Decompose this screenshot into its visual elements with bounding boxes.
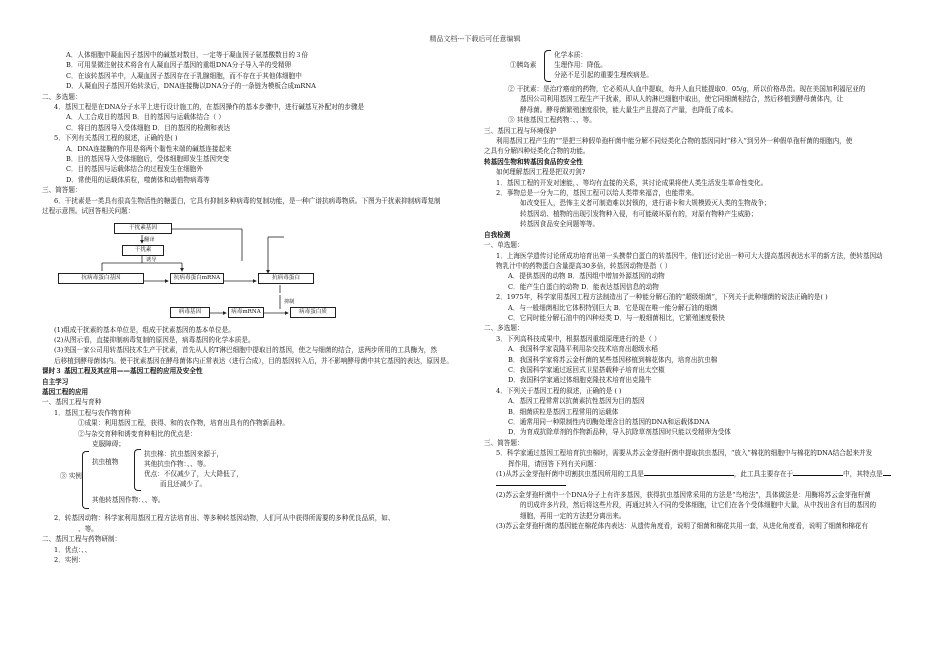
app2-line-3: 1．优点：、、 <box>54 545 92 554</box>
insulin-line-1: 化学本质： <box>554 51 587 59</box>
check-line-15: A．基因工程常常以抗菌素抗性基因为目的基因 <box>508 397 645 406</box>
left-line-5: 4．基因工程是在DNA分子水平上进行设计施工的，在基因操作的基本步骤中，进行碱基互补配对的步骤是 <box>54 103 365 112</box>
section-title: 课时３ 基因工程及其应用——基因工程的应用及安全性 <box>42 367 203 376</box>
check-line-3: A．提供基因的动物 B．基因组中增加外源基因的动物 <box>508 272 665 281</box>
left-line-7: C．将目的基因导入受体细胞 D．目的基因的检测和表达 <box>66 123 231 132</box>
right-line-4: 三、基因工程与环境保护 <box>484 126 557 135</box>
safety-line-3: 如改变狂人，恐怖主义者可制造难以封锁的，进行诺卡和大规模毁灭人类的生物战争； <box>520 199 771 208</box>
insulin-line-3: 分泌不足引起的重要生理疾病是。 <box>554 71 653 79</box>
examples-brace-block <box>42 449 474 513</box>
right-line-5: 利用基因工程产生的“”是把三种假单孢杆菌中能分解不同烃类化合物的基因同时“移入”到另外一种假单孢杆菌的细胞内，使 <box>496 137 853 146</box>
other-gm-crops: 其他转基因作物：、、等。 <box>92 496 165 505</box>
insulin-line-2: 生理作用：降低。 <box>554 61 607 69</box>
check-line-21: 挥作用，请回答下列有关问题： <box>508 459 601 468</box>
safety-line-0: 如何理解基因工程是把双刃剑? <box>496 168 586 177</box>
insulin-brace-block <box>484 50 910 84</box>
q5-line-3: (3)苏云金芽孢杆菌的基因能在棉花体内表达：从遗传角度看，说明了细菌和棉花共用一套，从进化角度看，说明了细菌和棉花有 <box>496 522 868 531</box>
insulin-label: ①胰岛素 <box>510 61 537 69</box>
right-line-2: 酵母菌。酵母菌繁殖速度很快，能大量生产且提高了产量，也降低了成本。 <box>520 105 738 114</box>
safety-line-5: 转基因食品安全问题等等。 <box>520 220 600 229</box>
check-line-5: 2．1975年，科学家用基因工程方法制造出了一种能分解石油的“超级细菌”，下列关于此种细菌的说法正确的是( ) <box>496 293 828 302</box>
check-line-11: B．我国科学家将苏云金杆菌的某些基因移植到棉花体内，培育出抗虫棉 <box>508 355 718 364</box>
app-line-3: ②与杂交育种和诱变育种相比的优点是： <box>78 429 197 438</box>
left-line-2: C．在该转基因羊中，人凝血因子基因存在于乳腺细胞，而不存在于其他体细胞中 <box>66 71 302 80</box>
app2-line-1: 、等。 <box>78 524 98 533</box>
check-line-6: A．与一般细菌相比它体积特别巨大 B．它是现在唯一能分解石油的细菌 <box>508 303 718 312</box>
box-antiviral-protein-gene: 抗病毒蛋白基因 <box>58 273 144 284</box>
app2-line-4: 2．实例： <box>54 556 85 564</box>
brace-inner <box>134 449 141 491</box>
app-line-1: 1．基因工程与农作物育种 <box>54 408 131 417</box>
example-line-2: 其他抗虫作物：、、等。 <box>144 460 210 469</box>
left-column <box>42 50 474 565</box>
safety-title: 转基因生物和转基因食品的安全性 <box>484 157 583 166</box>
box-antiviral-mrna: 抗病毒蛋白mRNA <box>170 273 224 284</box>
answer-blank-3[interactable] <box>883 469 891 476</box>
left-answer-line-3: 后移植到酵母菌体内。使干扰素基因在酵母菌体内正常表达（进行合成），目的基因转入后，并不影响酵母菌中其它基因的表达，原因是。 <box>54 356 453 365</box>
left-line-11: C．目的基因与运载体结合的过程发生在细胞外 <box>66 165 203 174</box>
app-line-4: 克服障碍； <box>92 439 125 448</box>
answer-blank-4[interactable] <box>496 479 566 486</box>
left-line-8: 5．下列有关基因工程的叙述，正确的是( ) <box>54 134 178 143</box>
label-translation: 翻译 <box>144 236 155 243</box>
left-line-12: D．常使用的运载体质粒，噬菌体和动植物病毒等 <box>66 175 210 184</box>
q5-part1 <box>484 469 910 479</box>
label-inhibit: 抑制 <box>284 298 295 305</box>
q5-part1-text-a: (1)从苏云金芽孢杆菌中切割抗虫基因所用的工具是 <box>496 470 644 479</box>
self-study-title: 自主学习 <box>42 377 69 386</box>
insulin-brace <box>544 50 551 82</box>
box-virus-protein: 病毒蛋白质 <box>290 307 336 318</box>
app2-line-2: 二、基因工程与药物研制： <box>42 535 122 544</box>
q5-part1-text-b: ，此工具主要存在于 <box>733 470 794 479</box>
examples-label: ③ 实例 <box>60 472 82 481</box>
left-line-3: D．人凝血因子基因开始转录后，DNA连接酶以DNA分子的一条链为模板合成mRNA <box>66 82 316 91</box>
check-line-10: A．我国科学家袁隆平利用杂交技术培育出超级水稻 <box>508 345 658 354</box>
check-line-12: C．我国科学家通过返回式卫星搭载种子培育出太空椒 <box>508 365 665 374</box>
box-antiviral-protein: 抗病毒蛋白 <box>258 273 314 284</box>
left-line-9: A．DNA连接酶的作用是将两个黏性末端的碱基连接起来 <box>66 144 232 153</box>
check-line-19: 三、简答题： <box>484 438 524 447</box>
app2-line-0: 2．转基因动物：科学家利用基因工程方法培育出、等多种转基因动物，人们可从中获得所需要的多种优良品质，如、 <box>54 514 395 523</box>
left-line-1: B．可用显微注射技术将含有人凝血因子基因的重组DNA分子导入羊的受精卵 <box>66 61 292 70</box>
example-line-1: 抗虫棉：抗虫基因来源于， <box>144 450 224 459</box>
left-line-6: A．人工合成目的基因 B．目的基因与运载体结合（ ） <box>66 113 225 122</box>
safety-line-1: 1．基因工程的开发对速能，、等均有直接的关系，其讨论成果将使人类生活发生革命性变化。 <box>496 178 768 187</box>
check-line-2: 物乳汁中的药物蛋白含量提高30多倍，转基因动物是指（ ） <box>496 261 672 270</box>
safety-line-2: 2．事物总是一分为二的，基因工程可以给人类带来福音，也能带来。 <box>496 189 699 198</box>
left-line-0: A．人体细胞中凝血因子基因中的碱基对数目，一定等于凝血因子氨基酸数目的３倍 <box>66 51 309 59</box>
left-line-14: 6．干扰素是一类具有很高生物活性的糖蛋白，它具有抑制多种病毒的复制功能，是一种广谱抗病毒物质。下图为干扰素抑制病毒复制 <box>54 196 441 205</box>
application-title: 基因工程的应用 <box>42 387 89 396</box>
box-virus-mrna: 病毒mRNA <box>228 307 264 318</box>
left-answer-line-1: (2)从图示看，直接抑制病毒复制的原因是，病毒基因的化学本质是。 <box>54 335 255 344</box>
check-line-14: 4．下列关于基因工程的叙述，正确的是 ( ) <box>496 386 622 395</box>
right-line-3: ③ 其他基因工程药物：、、等。 <box>508 116 596 125</box>
box-interferon-gene: 干扰素基因 <box>114 223 172 234</box>
answer-blank-2[interactable] <box>793 469 843 476</box>
check-line-9: 3．下列高科技成果中，根据基因重组原理进行的是（ ） <box>496 334 661 343</box>
insect-resistant-plants: 抗虫植物 <box>92 458 119 467</box>
left-answer-line-2: (3)美国一家公司用转基因技术生产干扰素，首先从人的T淋巴细胞中提取目的基因，使之与细菌的结合，送两步所用的工具酶为，然 <box>54 346 437 355</box>
check-line-20: 5．科学家通过基因工程培育抗虫棉时，需要从苏云金芽孢杆菌中提取抗虫基因，“放入”棉花的细胞中与棉花的DNA结合起来并发 <box>496 449 873 458</box>
q5-part1-text-c: 中，其特点是 <box>843 470 883 479</box>
q5-line-1: 的切成许多片段，然后将这些片段，再通过转入不同的受体细胞，让它们在各个受体细胞中大量，从中找出含有目的基因的 <box>520 501 877 510</box>
left-line-15: 过程示意图。试回答相关问题： <box>42 207 135 216</box>
check-line-4: C．能产生白蛋白的动物 D．能表达基因信息的动物 <box>508 282 659 291</box>
check-line-17: C．通常用同一种限制性内切酶处理含目的基因的DNA和运载体DNA <box>508 418 710 426</box>
app-line-0: 一、基因工程与育种 <box>42 398 102 407</box>
interferon-diagram <box>42 219 474 323</box>
left-answer-line-0: (1)组成干扰素的基本单位是，组成干扰素基因的基本单位是。 <box>54 325 235 334</box>
box-virus-gene: 病毒基因 <box>170 307 210 318</box>
left-line-4: 二、多选题： <box>42 92 82 101</box>
check-line-7: C．它同时能分解石油中的四种烃类 D．与一般细菌相比，它繁殖速度极快 <box>508 313 725 322</box>
check-line-18: D．为育成抗除草剂的作物新品种，导入抗除草剂基因时只能以受精卵为受体 <box>508 428 731 437</box>
right-column <box>484 50 910 531</box>
right-line-1: 基因公司利用基因工程生产干扰素，即从人的淋巴细胞中取出，使它同细菌相结合，然后移植到酵母菌体内，让 <box>520 95 844 104</box>
answer-blank-1[interactable] <box>644 469 734 476</box>
left-line-10: B．目的基因导入受体细胞后，受体细胞即发生基因突变 <box>66 155 230 164</box>
page-header: 精品文档---下载后可任意编辑 <box>429 35 521 43</box>
check-line-13: D．我国科学家通过体细胞克隆技术培育出克隆牛 <box>508 376 652 385</box>
q5-line-0: (2)苏云金芽孢杆菌中一个DNA分子上有许多基因，获得抗虫基因常采用的方法是“鸟枪法”，具体做法是：用酶将苏云金芽孢杆菌 <box>496 490 871 499</box>
q5-part1-cont <box>484 479 910 489</box>
check-line-16: B．细菌质粒是基因工程常用的运载体 <box>508 407 619 416</box>
right-line-0: ② 干扰素：是治疗癌症的药物，它必须从人血中提取，每升人血只能提取0．05/g，所以价格昂贵。现在美国加利福尼亚的 <box>508 85 866 93</box>
self-check-title: 自我检测 <box>484 230 511 239</box>
check-line-1: 1．上海医学遗传讨论所成功培育出第一头携带白蛋白的转基因牛，他们还讨论出一种可大大提高基因表达水平的新方法，使转基因动 <box>496 251 883 260</box>
left-line-13: 三、简答题： <box>42 186 82 195</box>
safety-line-4: 转基因动、植物的出现引发物种入侵，有可能破坏原有的，对原有物种产生威胁； <box>520 209 758 218</box>
brace-outer <box>82 451 89 509</box>
check-line-8: 二、多选题： <box>484 324 524 333</box>
right-line-6: 之具有分解四种烃类化合物的功能。 <box>484 147 590 156</box>
example-line-4: 而且还减少了。 <box>160 480 207 489</box>
q5-line-2: 细胞，再用一定的方法把分离出来。 <box>520 511 626 520</box>
check-line-0: 一、单选题： <box>484 241 524 250</box>
label-induce: 诱导 <box>146 256 157 263</box>
app-line-2: ①成果：利用基因工程，获得、和的农作物，培育出具有的作物新品种。 <box>78 419 289 428</box>
box-interferon: 干扰素 <box>122 245 164 256</box>
example-line-3: 优点：不仅减少了，大大降低了， <box>144 470 243 479</box>
